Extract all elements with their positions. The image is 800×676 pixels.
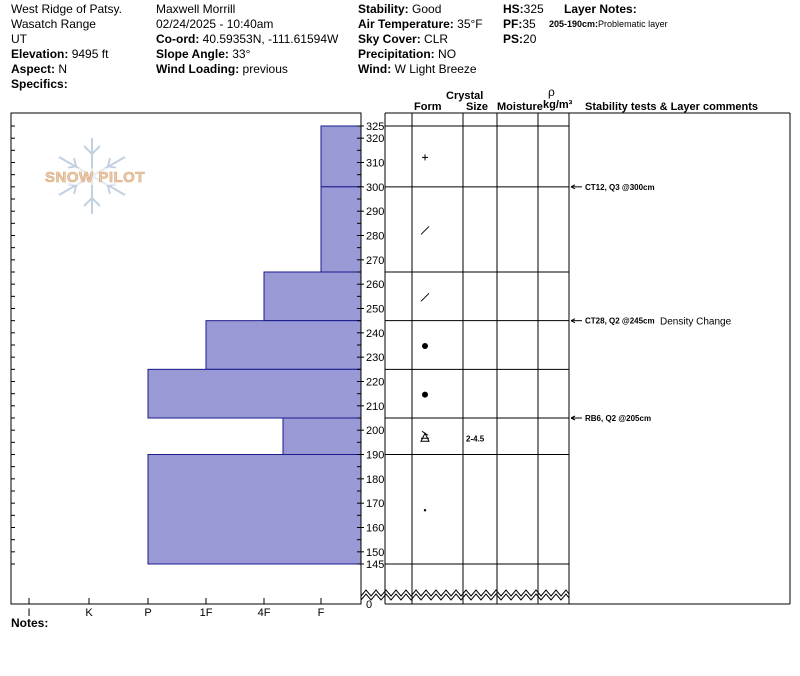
hardness-label-I: I xyxy=(27,607,31,619)
size-header: Size xyxy=(466,101,489,113)
moisture-header: Moisture xyxy=(497,101,543,113)
grain-dot-icon xyxy=(422,392,428,398)
depth-label-160: 160 xyxy=(366,522,385,535)
range: Wasatch Range xyxy=(11,17,96,31)
depth-label-230: 230 xyxy=(366,352,385,365)
grain-slash-icon xyxy=(421,226,429,234)
precip-label: Precipitation: xyxy=(358,47,435,61)
hardness-bars xyxy=(148,126,361,564)
depth-label-0: 0 xyxy=(366,599,373,611)
sky-label: Sky Cover: xyxy=(358,32,421,46)
specifics-label: Specifics: xyxy=(11,77,68,91)
elevation-label: Elevation: xyxy=(11,47,69,61)
wind-label: Wind: xyxy=(358,62,392,76)
depth-label-210: 210 xyxy=(366,400,385,413)
notes-label: Notes: xyxy=(11,616,49,630)
layer-note-range: 205-190cm: xyxy=(549,19,599,29)
layer-note-text: Problematic layer xyxy=(598,19,668,29)
aspect-label: Aspect: xyxy=(11,62,56,76)
ps-label: PS: xyxy=(503,32,524,46)
stability-test-1: CT12, Q3 @300cm xyxy=(585,182,655,192)
coord-label: Co-ord: xyxy=(156,32,200,46)
column-headers xyxy=(414,85,758,113)
pf-label: PF: xyxy=(503,17,523,31)
hardness-label-1F: 1F xyxy=(199,607,213,619)
depth-label-190: 190 xyxy=(366,449,385,462)
depth-axis xyxy=(361,121,384,611)
snowpilot-logo xyxy=(36,138,154,214)
hs-label: HS: xyxy=(503,2,524,16)
hardness-bar-3 xyxy=(264,272,361,321)
depth-label-170: 170 xyxy=(366,498,385,511)
depth-label-325: 325 xyxy=(366,121,385,133)
slope-label: Slope Angle: xyxy=(156,47,229,61)
depth-label-220: 220 xyxy=(366,376,385,389)
depth-label-310: 310 xyxy=(366,157,385,170)
hardness-bar-5 xyxy=(148,369,361,418)
hardness-bar-4 xyxy=(206,321,361,370)
precip-value: NO xyxy=(438,47,457,61)
grain-small-dot-icon xyxy=(424,509,426,511)
grain-depth-hoar-icon xyxy=(421,433,429,441)
grain-forms xyxy=(421,154,485,511)
coord-value: 40.59353N, -111.61594W xyxy=(202,32,339,46)
grain-size-label: 2-4.5 xyxy=(466,434,485,444)
stability-test-3: RB6, Q2 @205cm xyxy=(585,414,652,423)
air-temp-label: Air Temperature: xyxy=(358,17,454,31)
hardness-label-4F: 4F xyxy=(257,607,271,619)
hardness-bar-2 xyxy=(321,187,361,272)
layer-boundaries xyxy=(385,126,569,564)
depth-label-270: 270 xyxy=(366,254,385,267)
hardness-label-F: F xyxy=(317,607,325,619)
stability-label: Stability: xyxy=(358,2,409,16)
depth-label-145: 145 xyxy=(366,559,385,571)
depth-label-250: 250 xyxy=(366,303,385,316)
depth-label-200: 200 xyxy=(366,425,385,438)
wind-loading-value: previous xyxy=(242,62,288,76)
form-header: Form xyxy=(414,101,442,113)
observer: Maxwell Morrill xyxy=(156,2,236,16)
stability-value: Good xyxy=(412,2,442,16)
grain-slash-icon xyxy=(421,293,429,301)
hs-value: 325 xyxy=(523,2,544,16)
ps-value: 20 xyxy=(523,32,537,46)
slope-value: 33° xyxy=(232,47,251,61)
datetime: 02/24/2025 - 10:40am xyxy=(156,17,274,31)
sky-value: CLR xyxy=(424,32,449,46)
stability-tests xyxy=(571,183,732,423)
aspect-value: N xyxy=(58,62,68,76)
location: West Ridge of Patsy. xyxy=(11,2,122,16)
depth-label-320: 320 xyxy=(366,133,385,146)
rho-header: ρ xyxy=(548,85,555,99)
depth-label-150: 150 xyxy=(366,546,385,559)
grain-mixed-mark xyxy=(422,431,428,435)
layer-notes-title-text: Layer Notes: xyxy=(564,2,637,16)
wind-loading-label: Wind Loading: xyxy=(156,62,240,76)
logo-text: SNOW PILOT xyxy=(45,169,145,186)
depth-label-300: 300 xyxy=(366,181,385,194)
pf-value: 35 xyxy=(522,17,536,31)
hardness-bar-6 xyxy=(283,418,361,455)
crystal-header: Crystal xyxy=(446,90,484,102)
depth-label-180: 180 xyxy=(366,473,385,486)
elevation-value: 9495 ft xyxy=(71,47,109,61)
air-temp-value: 35°F xyxy=(457,17,483,31)
grain-dot-icon xyxy=(422,343,428,349)
density-unit-header: kg/m³ xyxy=(543,99,573,111)
wind-value: W Light Breeze xyxy=(394,62,477,76)
hardness-label-K: K xyxy=(85,607,93,619)
hardness-bar-7 xyxy=(148,455,361,565)
hardness-axis xyxy=(27,598,324,619)
stability-test-2: CT28, Q2 @245cm xyxy=(585,316,655,326)
state: UT xyxy=(11,32,27,46)
depth-label-280: 280 xyxy=(366,230,385,243)
depth-label-240: 240 xyxy=(366,327,385,340)
hardness-label-P: P xyxy=(144,607,152,619)
hardness-bar-1 xyxy=(321,126,361,187)
depth-label-290: 290 xyxy=(366,206,385,219)
layer-comment-2: Density Change xyxy=(660,316,732,328)
depth-label-260: 260 xyxy=(366,279,385,292)
comments-header: Stability tests & Layer comments xyxy=(585,101,759,113)
